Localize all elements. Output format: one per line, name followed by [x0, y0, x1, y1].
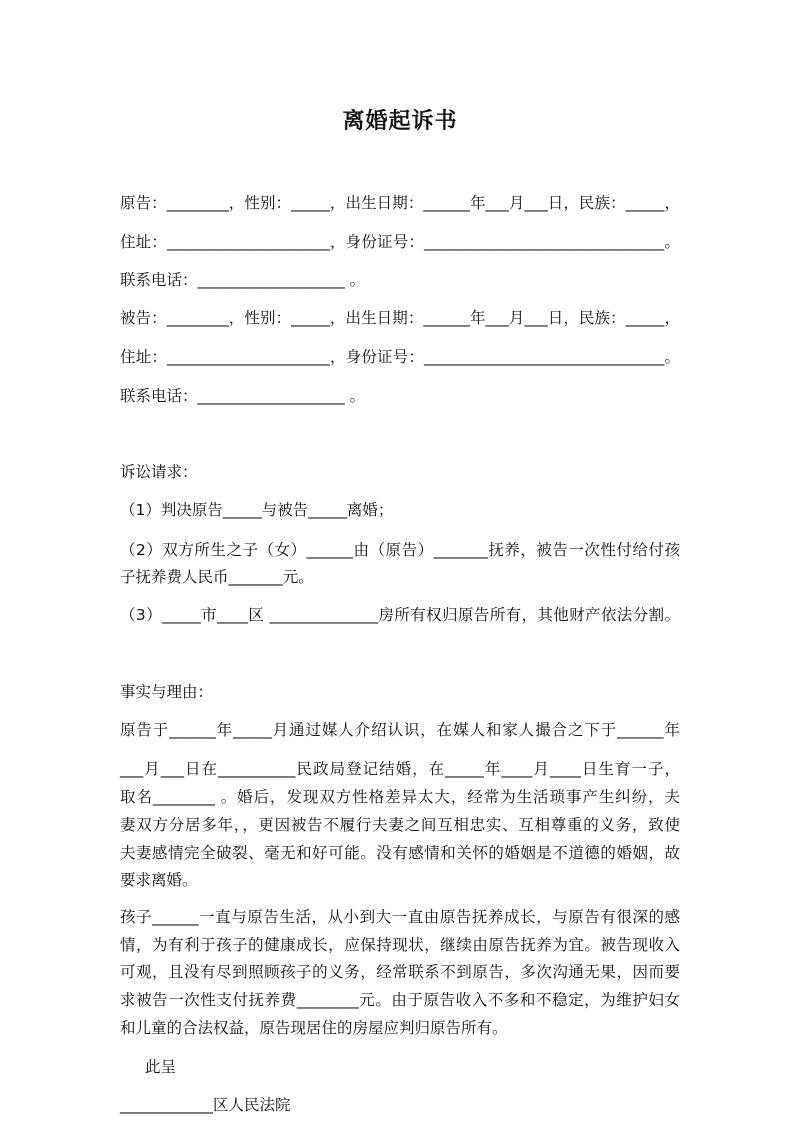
- claims-heading: 诉讼请求：: [120, 463, 198, 481]
- defendant-address-line: 住址：_____________________，身份证号：_______________________________。: [120, 348, 680, 366]
- claim-item-3: （3）_____市____区 ______________房所有权归原告所有，其他财产依法分割。: [120, 606, 680, 624]
- facts-p2-line: 孩子______一直与原告生活，从小到大一直由原告抚养成长，与原告有很深的感: [120, 908, 680, 926]
- defendant-info-line: 被告：________，性别：_____，出生日期：______年___月___日，民族：_____，: [120, 309, 680, 327]
- claim-item-1: （1）判决原告_____与被告_____离婚；: [120, 501, 394, 519]
- facts-p2-line: 求被告一次性支付抚养费________元。由于原告收入不多和不稳定，为维护妇女: [120, 991, 680, 1009]
- facts-p1-line: 原告于______年_____月通过媒人介绍认识，在媒人和家人撮合之下于______年: [120, 721, 680, 739]
- facts-p1-line: 妻双方分居多年，，更因被告不履行夫妻之间互相忠实、互相尊重的义务，致使: [120, 816, 680, 834]
- plaintiff-phone-line: 联系电话：___________________ 。: [120, 271, 366, 289]
- plaintiff-address-line: 住址：_____________________，身份证号：_______________________________。: [120, 233, 680, 251]
- submission-phrase: 此呈: [145, 1058, 177, 1076]
- facts-p1-line: 要求离婚。: [120, 871, 198, 889]
- claim-item-2-line-1: （2）双方所生之子（女）______由（原告）_______抚养，被告一次性付给付孩: [120, 541, 680, 559]
- court-name-line: ____________区人民法院: [120, 1096, 291, 1114]
- facts-p1-line: 夫妻感情完全破裂、毫无和好可能。没有感情和关怀的婚姻是不道德的婚姻，故: [120, 844, 680, 862]
- document-title: 离婚起诉书: [342, 109, 458, 134]
- claim-item-2-line-2: 子抚养费人民币_______元。: [120, 568, 314, 586]
- facts-heading: 事实与理由：: [120, 683, 214, 701]
- facts-p2-line: 可观，且没有尽到照顾孩子的义务，经常联系不到原告，多次沟通无果，因而要: [120, 963, 680, 981]
- defendant-phone-line: 联系电话：___________________ 。: [120, 387, 366, 405]
- facts-p1-line: 取名________ 。婚后，发现双方性格差异太大，经常为生活琐事产生纠纷，夫: [120, 788, 680, 806]
- facts-p1-line: ___月___日在__________民政局登记结婚，在_____年____月____日生育一子，: [120, 760, 680, 778]
- facts-p2-line: 情，为有利于孩子的健康成长，应保持现状，继续由原告抚养为宜。被告现收入: [120, 936, 680, 954]
- plaintiff-info-line: 原告：________，性别：_____，出生日期：______年___月___日，民族：_____，: [120, 194, 680, 212]
- facts-p2-line: 和儿童的合法权益，原告现居住的房屋应判归原告所有。: [120, 1019, 508, 1037]
